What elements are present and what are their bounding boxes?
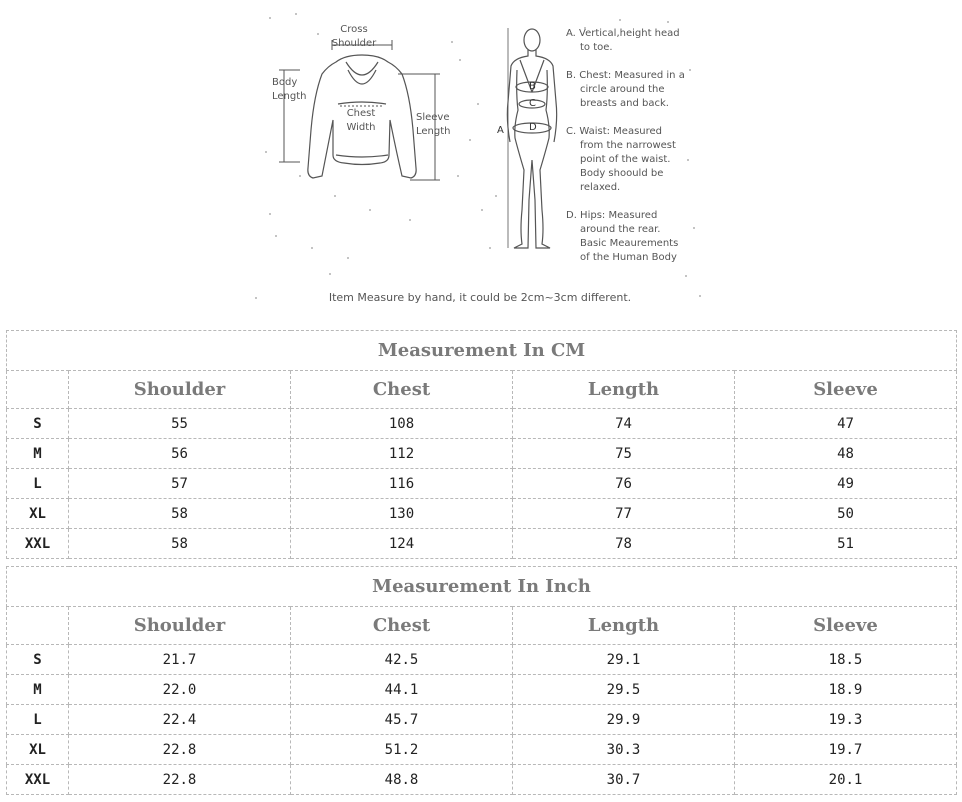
note-chest xyxy=(566,69,685,111)
note-b-line-1: B. Chest: Measured in a xyxy=(566,70,685,81)
length-cell: 78 xyxy=(513,529,735,559)
sleeve-length-label xyxy=(416,111,451,139)
table-row xyxy=(7,735,957,765)
shoulder-cell: 55 xyxy=(69,409,291,439)
note-b-line-2: circle around the xyxy=(580,84,665,95)
column-header-length: Length xyxy=(513,371,735,409)
chest-width-label-line-2: Width xyxy=(346,122,376,133)
sleeve-cell: 18.5 xyxy=(735,645,957,675)
shoulder-cell: 58 xyxy=(69,529,291,559)
size-table-cm xyxy=(6,330,957,559)
note-c-line-2: from the narrowest xyxy=(580,140,676,151)
note-c-line-4: Body shoould be xyxy=(580,168,664,179)
note-c-line-5: relaxed. xyxy=(580,182,621,193)
length-cell: 77 xyxy=(513,499,735,529)
chest-cell: 116 xyxy=(291,469,513,499)
note-vertical-height xyxy=(566,27,680,55)
chest-width-label-line-1: Chest xyxy=(346,108,376,119)
shoulder-cell: 22.8 xyxy=(69,765,291,795)
length-cell: 74 xyxy=(513,409,735,439)
chest-cell: 108 xyxy=(291,409,513,439)
chest-cell: 44.1 xyxy=(291,675,513,705)
length-cell: 75 xyxy=(513,439,735,469)
note-d-line-2: around the rear. xyxy=(580,224,661,235)
sleeve-cell: 18.9 xyxy=(735,675,957,705)
sleeve-cell: 19.3 xyxy=(735,705,957,735)
chest-cell: 130 xyxy=(291,499,513,529)
note-d-line-1: D. Hips: Measured xyxy=(566,210,658,221)
shoulder-cell: 57 xyxy=(69,469,291,499)
size-cell: XL xyxy=(7,499,69,529)
sleeve-cell: 48 xyxy=(735,439,957,469)
column-header-shoulder: Shoulder xyxy=(69,607,291,645)
body-letter-d: D xyxy=(529,122,537,133)
note-hips xyxy=(566,209,678,265)
column-header-size xyxy=(7,607,69,645)
table-row xyxy=(7,439,957,469)
body-length-label-line-1: Body xyxy=(272,77,298,88)
body-length-label-line-2: Length xyxy=(272,91,307,102)
cross-shoulder-label-line-1: Cross xyxy=(340,24,368,35)
shoulder-cell: 22.4 xyxy=(69,705,291,735)
shoulder-cell: 21.7 xyxy=(69,645,291,675)
sleeve-cell: 19.7 xyxy=(735,735,957,765)
chest-cell: 112 xyxy=(291,439,513,469)
chest-cell: 45.7 xyxy=(291,705,513,735)
table-row xyxy=(7,469,957,499)
size-cell: XXL xyxy=(7,765,69,795)
note-c-line-3: point of the waist. xyxy=(580,154,671,165)
chest-cell: 48.8 xyxy=(291,765,513,795)
size-cell: XL xyxy=(7,735,69,765)
shoulder-cell: 22.8 xyxy=(69,735,291,765)
note-c-line-1: C. Waist: Measured xyxy=(566,126,663,137)
table-row xyxy=(7,705,957,735)
note-a-line-2: to toe. xyxy=(580,42,613,53)
table-row xyxy=(7,645,957,675)
length-cell: 29.1 xyxy=(513,645,735,675)
sleeve-length-label-line-2: Length xyxy=(416,126,451,137)
note-d-line-4: of the Human Body xyxy=(580,252,677,263)
table-row xyxy=(7,499,957,529)
garment-and-body-illustration xyxy=(0,0,962,325)
shoulder-cell: 58 xyxy=(69,499,291,529)
size-table-inch xyxy=(6,566,957,795)
column-header-sleeve: Sleeve xyxy=(735,371,957,409)
shoulder-cell: 56 xyxy=(69,439,291,469)
column-header-length: Length xyxy=(513,607,735,645)
size-cell: L xyxy=(7,469,69,499)
body-letter-c: C xyxy=(529,98,536,109)
cross-shoulder-label-line-2: Shoulder xyxy=(331,38,377,49)
size-cell: L xyxy=(7,705,69,735)
column-header-sleeve: Sleeve xyxy=(735,607,957,645)
table-row xyxy=(7,409,957,439)
sleeve-cell: 20.1 xyxy=(735,765,957,795)
column-header-size xyxy=(7,371,69,409)
size-cell: XXL xyxy=(7,529,69,559)
size-cell: M xyxy=(7,675,69,705)
body-letter-b: B xyxy=(529,81,536,92)
chest-width-label xyxy=(340,107,382,135)
note-waist xyxy=(566,125,676,195)
length-cell: 29.9 xyxy=(513,705,735,735)
sleeve-cell: 51 xyxy=(735,529,957,559)
length-cell: 30.7 xyxy=(513,765,735,795)
chest-cell: 51.2 xyxy=(291,735,513,765)
table-row xyxy=(7,675,957,705)
chest-cell: 124 xyxy=(291,529,513,559)
length-cell: 30.3 xyxy=(513,735,735,765)
note-b-line-3: breasts and back. xyxy=(580,98,669,109)
length-cell: 29.5 xyxy=(513,675,735,705)
chest-cell: 42.5 xyxy=(291,645,513,675)
table-cm-title: Measurement In CM xyxy=(7,331,957,371)
table-row xyxy=(7,765,957,795)
column-header-chest: Chest xyxy=(291,607,513,645)
shoulder-cell: 22.0 xyxy=(69,675,291,705)
body-letter-a: A xyxy=(497,125,504,136)
note-d-line-3: Basic Meaurements xyxy=(580,238,679,249)
body-length-label xyxy=(272,76,307,104)
length-cell: 76 xyxy=(513,469,735,499)
column-header-shoulder: Shoulder xyxy=(69,371,291,409)
table-inch-title: Measurement In Inch xyxy=(7,567,957,607)
measurement-diagram xyxy=(0,0,962,325)
note-a-line-1: A. Vertical,height head xyxy=(566,28,680,39)
body-sketch xyxy=(507,28,556,248)
sleeve-cell: 50 xyxy=(735,499,957,529)
table-row xyxy=(7,529,957,559)
cross-shoulder-label xyxy=(330,23,378,51)
sleeve-cell: 47 xyxy=(735,409,957,439)
size-cell: S xyxy=(7,645,69,675)
size-cell: S xyxy=(7,409,69,439)
measure-footnote: Item Measure by hand, it could be 2cm~3cm different. xyxy=(328,291,632,304)
column-header-chest: Chest xyxy=(291,371,513,409)
size-cell: M xyxy=(7,439,69,469)
sleeve-length-label-line-1: Sleeve xyxy=(416,112,450,123)
sleeve-cell: 49 xyxy=(735,469,957,499)
